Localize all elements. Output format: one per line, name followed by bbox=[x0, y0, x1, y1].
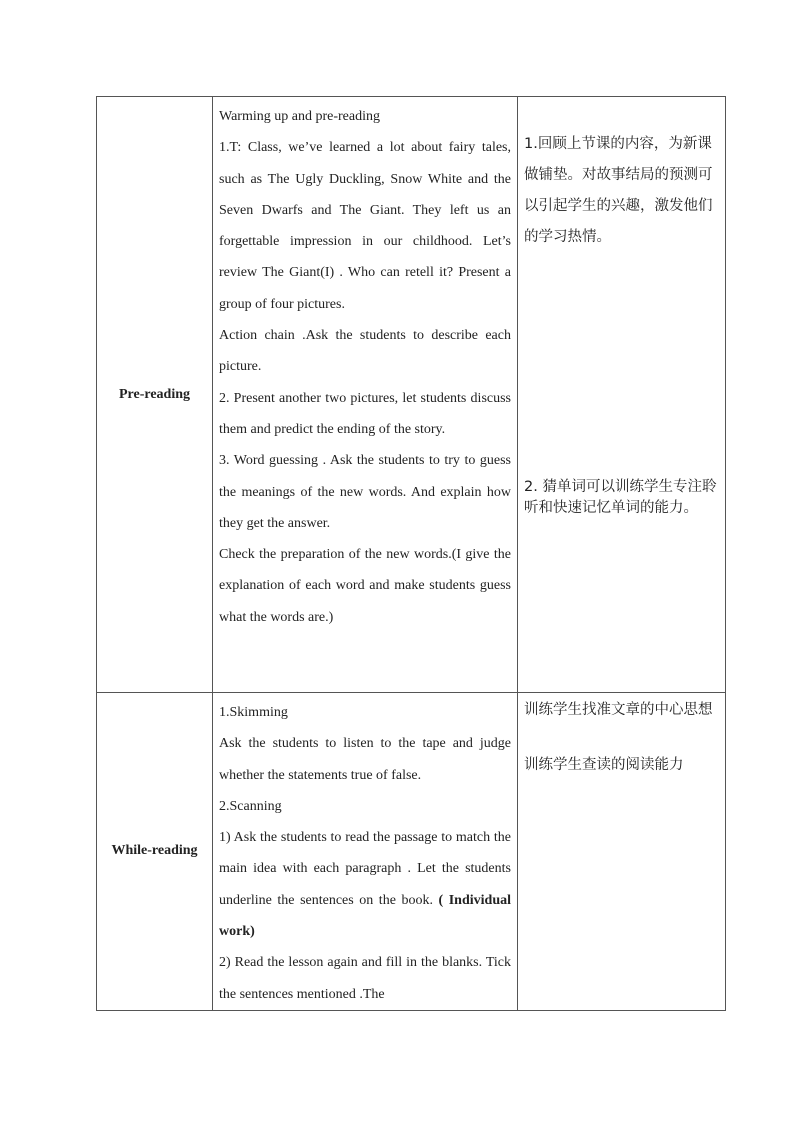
purpose-cell-pre-reading bbox=[518, 97, 726, 693]
stage-cell-while-reading: While-reading bbox=[97, 693, 213, 1011]
procedure-line: Action chain .Ask the students to describe each picture. bbox=[219, 328, 511, 375]
purpose-cell-while-reading bbox=[518, 693, 726, 1011]
procedure-text: 1) Ask the students to read the passage to match the main idea with each paragraph . Let the students underline the sentences on the book. bbox=[219, 830, 511, 908]
procedure-line: 2. Present another two pictures, let students discuss them and predict the ending of the story. bbox=[219, 390, 511, 437]
lesson-plan-table bbox=[96, 96, 726, 1011]
table-row-pre-reading bbox=[97, 97, 726, 693]
procedure-line bbox=[219, 822, 511, 947]
procedure-line: 2) Read the lesson again and fill in the blanks. Tick the sentences mentioned .The bbox=[219, 955, 511, 1002]
procedure-line: 2.Scanning bbox=[219, 798, 282, 814]
purpose-text: 训练学生找准文章的中心思想 bbox=[524, 702, 713, 718]
purpose-text: 2. 猜单词可以训练学生专注聆听和快速记忆单词的能力。 bbox=[524, 479, 717, 516]
table-row-while-reading bbox=[97, 693, 726, 1011]
procedure-emphasis: ( Individual work) bbox=[219, 892, 511, 940]
procedure-line: Ask the students to listen to the tape and judge whether the statements true of false. bbox=[219, 736, 511, 783]
procedure-cell-while-reading bbox=[213, 693, 518, 1011]
procedure-line: 1.T: Class, we’ve learned a lot about fairy tales, such as The Ugly Duckling, Snow White and the Seven Dwarfs and The Giant. They left us an forgettable impression in our childhood. Let’s review The Giant(I) . Who can retell it? Present a group of four pictures. bbox=[219, 140, 511, 312]
procedure-line: 1.Skimming bbox=[219, 705, 288, 720]
procedure-line: Check the preparation of the new words.(I give the explanation of each word and make students guess what the words are.) bbox=[219, 547, 511, 625]
procedure-line: 3. Word guessing . Ask the students to try to guess the meanings of the new words. And explain how they get the answer. bbox=[219, 453, 511, 531]
procedure-line: Warming up and pre-reading bbox=[219, 109, 380, 124]
purpose-text: 1.回顾上节课的内容，为新课做铺垫。对故事结局的预测可以引起学生的兴趣，激发他们的学习热情。 bbox=[524, 136, 713, 245]
procedure-cell-pre-reading bbox=[213, 97, 518, 693]
purpose-text: 训练学生查读的阅读能力 bbox=[524, 757, 684, 773]
stage-cell-pre-reading: Pre-reading bbox=[97, 97, 213, 693]
